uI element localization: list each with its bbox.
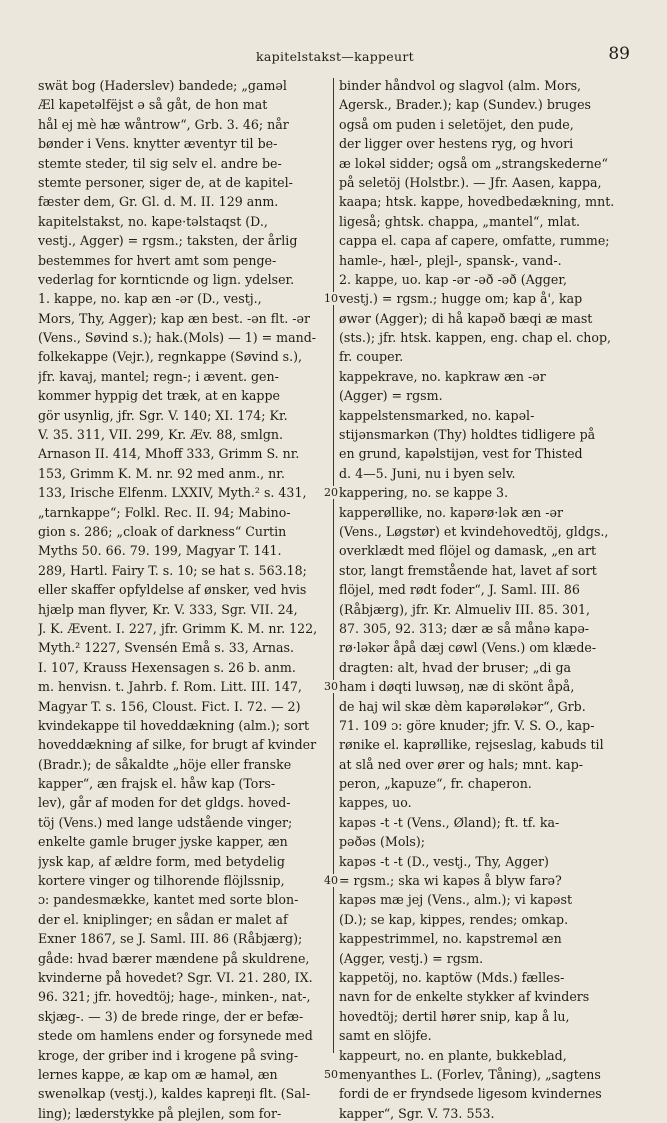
text-line: lev), går af moden for det gldgs. hoved- <box>38 795 291 811</box>
text-line: 153, Grimm K. M. nr. 92 med anm., nr. <box>38 465 285 481</box>
text-line: (D.); se kap, kippes, rendes; omkap. <box>339 911 569 927</box>
text-line: (Råbjærg), jfr. Kr. Almueliv III. 85. 301, <box>339 601 591 617</box>
text-line: Arnason II. 414, Mhoff 333, Grimm S. nr. <box>38 446 300 462</box>
text-line: fordi de er fryndsede ligesom kvindernes <box>339 1086 602 1102</box>
line-number: 40 <box>324 874 338 888</box>
text-line: (sts.); jfr. htsk. kappen, eng. chap el. chop, <box>339 330 612 346</box>
text-line: stede om hamlens ender og forsynede med <box>38 1028 313 1044</box>
column-divider <box>333 78 334 1053</box>
text-line: stor, langt fremstående hat, lavet af sort <box>339 562 597 578</box>
text-line: hovedtöj; dertil hører snip, kap å lu, <box>339 1008 570 1024</box>
line-number: 50 <box>324 1068 338 1082</box>
text-line: de haj wil skæ dèm kapərøləkər“, Grb. <box>339 698 586 714</box>
text-line: swät bog (Haderslev) bandede; „gaməl <box>38 78 287 93</box>
text-line: J. K. Ævent. I. 227, jfr. Grimm K. M. nr. 122, <box>38 620 318 636</box>
text-line: kapper“, Sgr. V. 73. 553. <box>339 1105 495 1121</box>
text-line: overklædt med flöjel og damask, „en art <box>339 543 597 559</box>
text-line: en grund, kapəlstijən, vest for Thisted <box>339 446 583 462</box>
text-line: ligeså; ghtsk. chappa, „mantel“, mlat. <box>339 213 581 229</box>
text-line: stemte personer, siger de, at de kapitel- <box>38 174 293 190</box>
text-line: kappestrimmel, no. kapstreməl æn <box>339 931 562 947</box>
text-line: (Agger, vestj.) = rgsm. <box>339 950 484 966</box>
text-line: „tarnkappe“; Folkl. Rec. II. 94; Mabino- <box>38 504 291 520</box>
text-line: I. 107, Krauss Hexensagen s. 26 b. anm. <box>38 659 296 675</box>
line-number: 20 <box>324 486 338 500</box>
right-column <box>339 76 631 1123</box>
text-line: (Agger) = rgsm. <box>339 388 443 404</box>
text-line: kapəs mæ jej (Vens., alm.); vi kapəst <box>339 892 573 908</box>
text-line: kappering, no. se kappe 3. <box>339 485 509 501</box>
line-number: 10 <box>324 292 338 306</box>
text-line: gör usynlig, jfr. Sgr. V. 140; XI. 174; Kr. <box>38 407 288 423</box>
text-line: skjæg-. — 3) de brede ringe, der er befæ- <box>38 1008 304 1024</box>
text-line: kapəs -t -t (D., vestj., Thy, Agger) <box>339 853 549 869</box>
text-line: kapitelstakst, no. kape·təlstaqst (D., <box>38 213 268 229</box>
text-line: kortere vinger og tilhorende flöjlssnip, <box>38 873 285 889</box>
text-line: ham i døqti luwsəŋ, næ di skönt åpå, <box>339 679 575 695</box>
text-line: (Vens., Søvind s.); hak.(Mols) — 1) = mand- <box>38 330 317 346</box>
text-line: Agersk., Brader.); kap (Sundev.) bruges <box>339 97 592 113</box>
text-line: (Bradr.); de såkaldte „höje eller franske <box>38 756 292 772</box>
text-line: kapəs -t -t (Vens., Øland); ft. tf. ka- <box>339 814 560 830</box>
text-line: der el. kniplinger; en sådan er malet af <box>38 911 288 927</box>
text-line: jysk kap, af ældre form, med betydelig <box>38 853 285 869</box>
text-line: Myth.² 1227, Svensén Emå s. 33, Arnas. <box>38 640 294 656</box>
text-line: på seletöj (Holstbr.). — Jfr. Aasen, kappa, <box>339 174 602 190</box>
text-line: binder håndvol og slagvol (alm. Mors, <box>339 78 582 93</box>
text-line: Myths 50. 66. 79. 199, Magyar T. 141. <box>38 543 282 559</box>
text-line: kappetöj, no. kaptöw (Mds.) fælles- <box>339 969 565 985</box>
text-line: kroge, der griber ind i krogene på sving- <box>38 1047 299 1063</box>
left-column <box>38 76 332 1123</box>
text-line: Æl kapetəlfëjst ə så gåt, de hon mat <box>38 97 268 113</box>
text-line: Magyar T. s. 156, Cloust. Fict. I. 72. — 2) <box>38 698 301 714</box>
text-line: bønder i Vens. knytter æventyr til be- <box>38 136 278 152</box>
text-line: hjælp man flyver, Kr. V. 333, Sgr. VII. 24, <box>38 601 298 617</box>
text-line: swenəlkap (vestj.), kaldes kapreŋi flt. (Sal- <box>38 1086 311 1102</box>
running-head: kapitelstakst—kappeurt <box>256 49 414 64</box>
text-line: = rgsm.; ska wi kapəs å blyw farə? <box>339 873 562 889</box>
text-line: jfr. kavaj, mantel; regn-; i ævent. gen- <box>38 368 279 384</box>
text-line: gion s. 286; „cloak of darkness“ Curtin <box>38 523 287 539</box>
text-line: 133, Irische Elfenm. LXXIV, Myth.² s. 431, <box>38 485 307 501</box>
text-line: kvindekappe til hoveddækning (alm.); sort <box>38 717 310 733</box>
page-header <box>40 44 630 72</box>
text-line: rø·ləkər åpå dæj cøwl (Vens.) om klæde- <box>339 640 597 656</box>
text-line: ɔ: pandesmække, kantet med sorte blon- <box>38 892 299 908</box>
page-number: 89 <box>608 44 630 64</box>
text-line: lernes kappe, æ kap om æ haməl, æn <box>38 1066 278 1082</box>
text-line: cappa el. capa af capere, omfatte, rumme; <box>339 233 610 249</box>
text-line: eller skaffer opfyldelse af ønsker, ved hvis <box>38 582 307 598</box>
text-line: også om puden i seletöjet, den pude, <box>339 116 574 132</box>
text-line: kappes, uo. <box>339 795 412 811</box>
text-line: vestj., Agger) = rgsm.; taksten, der årlig <box>38 233 298 249</box>
text-line: peron, „kapuze“, fr. chaperon. <box>339 776 532 792</box>
text-line: kapper“, æn frajsk el. håw kap (Tors- <box>38 776 276 792</box>
text-line: 87. 305, 92. 313; dær æ så månə kapə- <box>339 620 590 636</box>
text-line: der ligger over hestens ryg, og hvori <box>339 136 574 152</box>
text-line: flöjel, med rødt foder“, J. Saml. III. 86 <box>339 582 580 598</box>
text-line: m. henvisn. t. Jahrb. f. Rom. Litt. III. 147, <box>38 679 302 695</box>
text-line: töj (Vens.) med lange udstående vinger; <box>38 814 293 830</box>
text-line: gåde: hvad bærer mændene på skuldrene, <box>38 950 310 966</box>
text-line: kapperøllike, no. kapərø·lək æn -ər <box>339 504 564 520</box>
text-line: 71. 109 ɔ: göre knuder; jfr. V. S. O., kap- <box>339 717 595 733</box>
text-line: 289, Hartl. Fairy T. s. 10; se hat s. 563.18; <box>38 562 307 578</box>
text-line: ling); læderstykke på plejlen, som for- <box>38 1105 282 1121</box>
text-line: Exner 1867, se J. Saml. III. 86 (Råbjærg); <box>38 931 303 947</box>
text-line: 2. kappe, uo. kap -ər -əð -əð (Agger, <box>339 271 567 287</box>
text-line: vederlag for kornticnde og lign. ydelser. <box>38 271 295 287</box>
text-line: enkelte gamle bruger jyske kapper, æn <box>38 834 288 850</box>
text-line: hål ej mè hæ wåntrow“, Grb. 3. 46; når <box>38 116 289 132</box>
text-line: menyanthes L. (Forlev, Tåning), „sagtens <box>339 1066 601 1082</box>
text-line: navn for de enkelte stykker af kvinders <box>339 989 590 1005</box>
text-line: kaapa; htsk. kappe, hovedbedækning, mnt. <box>339 194 615 210</box>
text-line: 1. kappe, no. kap æn -ər (D., vestj., <box>38 291 262 307</box>
text-line: fr. couper. <box>339 349 404 365</box>
text-line: (Vens., Løgstør) et kvindehovedtöj, gldgs., <box>339 523 609 539</box>
text-line: at slå ned over ører og hals; mnt. kap- <box>339 756 584 772</box>
line-number: 30 <box>324 680 338 694</box>
text-line: kommer hyppig det træk, at en kappe <box>38 388 281 404</box>
text-line: Mors, Thy, Agger); kap æn best. -ən flt. -ər <box>38 310 310 326</box>
text-line: æ lokəl sidder; også om „strangskederne“ <box>339 155 608 171</box>
text-line: stijənsmarkən (Thy) holdtes tidligere på <box>339 427 596 443</box>
text-line: hamle-, hæl-, plejl-, spansk-, vand-. <box>339 252 562 268</box>
text-line: kvinderne på hovedet? Sgr. VI. 21. 280, IX. <box>38 969 313 985</box>
text-line: V. 35. 311, VII. 299, Kr. Æv. 88, smlgn. <box>38 427 283 443</box>
text-line: d. 4—5. Juni, nu i byen selv. <box>339 465 516 481</box>
text-line: bestemmes for hvert amt som penge- <box>38 252 277 268</box>
text-line: kappeurt, no. en plante, bukkeblad, <box>339 1047 567 1063</box>
text-line: pəðəs (Mols); <box>339 834 426 850</box>
text-line: fæster dem, Gr. Gl. d. M. II. 129 anm. <box>38 194 279 210</box>
text-line: hoveddækning af silke, for brugt af kvinder <box>38 737 317 753</box>
text-line: folkekappe (Vejr.), regnkappe (Søvind s.), <box>38 349 303 365</box>
text-line: vestj.) = rgsm.; hugge om; kap å', kap <box>339 291 583 307</box>
text-line: kappekrave, no. kapkraw æn -ər <box>339 368 546 384</box>
text-line: øwər (Agger); di hå kapəð bæqi æ mast <box>339 310 593 326</box>
text-line: stemte steder, til sig selv el. andre be- <box>38 155 282 171</box>
text-line: rønike el. kaprøllike, rejseslag, kabuds til <box>339 737 604 753</box>
text-line: kappelstensmarked, no. kapəl- <box>339 407 535 423</box>
text-line: samt en slöjfe. <box>339 1028 432 1044</box>
text-line: dragten: alt, hvad der bruser; „di ga <box>339 659 572 675</box>
text-line: 96. 321; jfr. hovedtöj; hage-, minken-, nat-, <box>38 989 311 1005</box>
